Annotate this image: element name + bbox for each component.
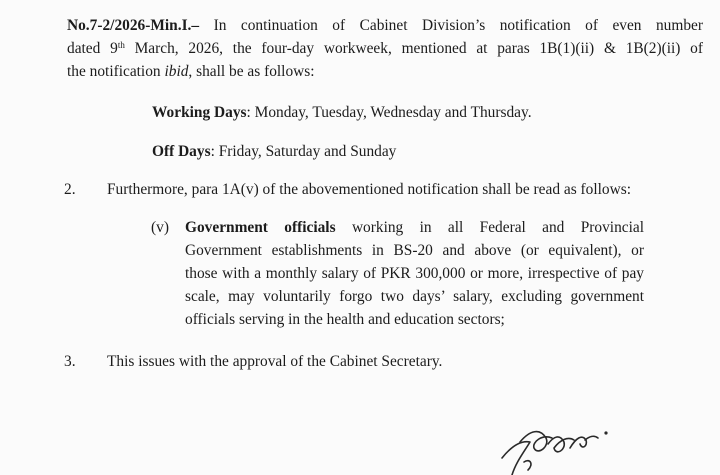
date-ordinal: th [117,40,125,50]
working-days-label: Working Days [152,104,247,121]
sub-para-line-5: officials serving in the health and education sectors; [185,311,505,328]
para-3-number: 3. [64,353,76,370]
off-days-value: : Friday, Saturday and Sunday [210,143,397,160]
notification-line-3-text: the notification [67,63,161,80]
working-days-value: : Monday, Tuesday, Wednesday and Thursday. [246,104,532,121]
notification-reference: No.7-2/2026-Min.I.– [67,17,200,34]
sub-para-marker: (v) [151,219,169,236]
sub-para-line-2: Government establishments in BS-20 and above (or equivalent), or [185,242,644,259]
working-days-line [152,102,532,124]
government-officials-term: Government officials [185,219,336,236]
notification-line-3 [67,61,315,83]
off-days-label: Off Days [152,143,211,160]
notification-line-2-text: March, 2026, the four-day workweek, mentioned at paras 1B(1)(ii) & 1B(2)(ii) of [134,40,703,57]
date-prefix: dated 9 [67,40,118,57]
ibid-term: ibid [164,63,189,80]
para-2-number: 2. [64,181,76,198]
para-2-text: Furthermore, para 1A(v) of the abovementioned notification shall be read as follows: [107,181,631,198]
sub-para-line-4: scale, may voluntarily forgo two days’ salary, excluding government [185,288,644,305]
sub-para-line-1-text: working in all Federal and Provincial [351,219,644,236]
signature [490,418,620,475]
sub-para-line-3: those with a monthly salary of PKR 300,000 or more, irrespective of pay [185,265,644,282]
notification-line-1-text: In continuation of Cabinet Division’s notification of even number [213,17,703,34]
sub-para-line-1 [185,217,644,239]
notification-line-3-end: , shall be as follows: [188,63,315,80]
notification-line-1 [67,15,703,37]
para-3-text: This issues with the approval of the Cabinet Secretary. [107,353,443,370]
notification-line-2 [67,38,703,60]
off-days-line [152,141,396,163]
